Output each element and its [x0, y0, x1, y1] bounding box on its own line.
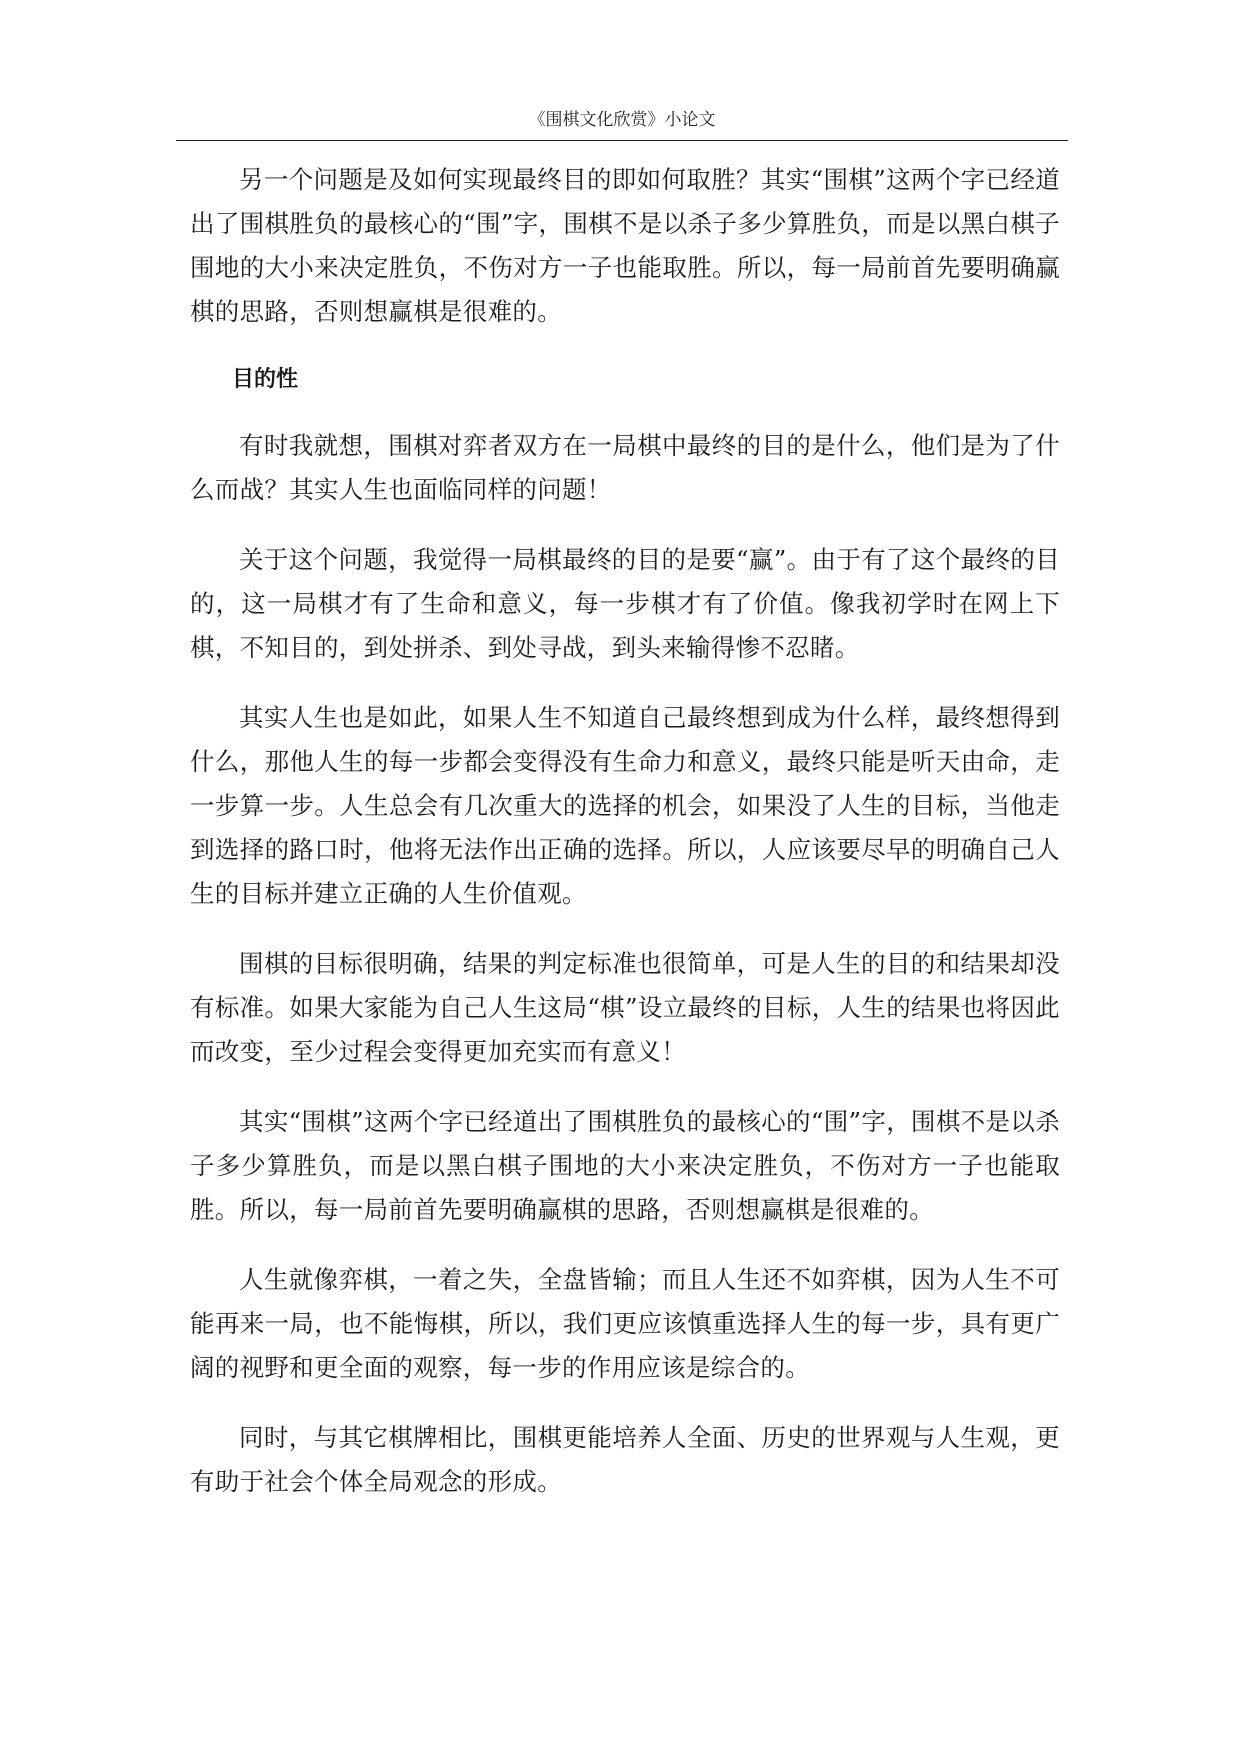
paragraph-6: 其实“围棋”这两个字已经道出了围棋胜负的最核心的“围”字，围棋不是以杀子多少算胜负，而是以黑白棋子围地的大小来决定胜负，不伤对方一子也能取胜。所以，每一局前首先要明确赢棋的思路，否则想赢棋是很难的。 — [190, 1107, 1060, 1224]
section-heading: 目的性 — [232, 367, 299, 392]
document-body — [190, 158, 1060, 1530]
paragraph-2: 有时我就想，围棋对弈者双方在一局棋中最终的目的是什么，他们是为了什么而战？其实人生也面临同样的问题！ — [190, 431, 1060, 504]
paragraph-8: 同时，与其它棋牌相比，围棋更能培养人全面、历史的世界观与人生观，更有助于社会个体全局观念的形成。 — [190, 1423, 1060, 1496]
paragraph-4: 其实人生也是如此，如果人生不知道自己最终想到成为什么样，最终想得到什么，那他人生的每一步都会变得没有生命力和意义，最终只能是听天由命，走一步算一步。人生总会有几次重大的选择的机会，如果没了人生的目标，当他走到选择的路口时，他将无法作出正确的选择。所以，人应该要尽早的明确自己人生的目标并建立正确的人生价值观。 — [190, 703, 1060, 908]
page-header — [176, 108, 1068, 141]
paragraph-5: 围棋的目标很明确，结果的判定标准也很简单，可是人生的目的和结果却没有标准。如果大家能为自己人生这局“棋”设立最终的目标，人生的结果也将因此而改变，至少过程会变得更加充实而有意义！ — [190, 949, 1060, 1066]
header-title: 《围棋文化欣赏》小论文 — [528, 110, 716, 130]
paragraph-3: 关于这个问题，我觉得一局棋最终的目的是要“赢”。由于有了这个最终的目的，这一局棋才有了生命和意义，每一步棋才有了价值。像我初学时在网上下棋，不知目的，到处拼杀、到处寻战，到头来输得惨不忍睹。 — [190, 545, 1060, 662]
paragraph-1: 另一个问题是及如何实现最终目的即如何取胜？其实“围棋”这两个字已经道出了围棋胜负的最核心的“围”字，围棋不是以杀子多少算胜负，而是以黑白棋子围地的大小来决定胜负，不伤对方一子也能取胜。所以，每一局前首先要明确赢棋的思路，否则想赢棋是很难的。 — [190, 165, 1060, 326]
paragraph-7: 人生就像弈棋，一着之失，全盘皆输；而且人生还不如弈棋，因为人生不可能再来一局，也不能悔棋，所以，我们更应该慎重选择人生的每一步，具有更广阔的视野和更全面的观察，每一步的作用应该是综合的。 — [190, 1265, 1060, 1382]
